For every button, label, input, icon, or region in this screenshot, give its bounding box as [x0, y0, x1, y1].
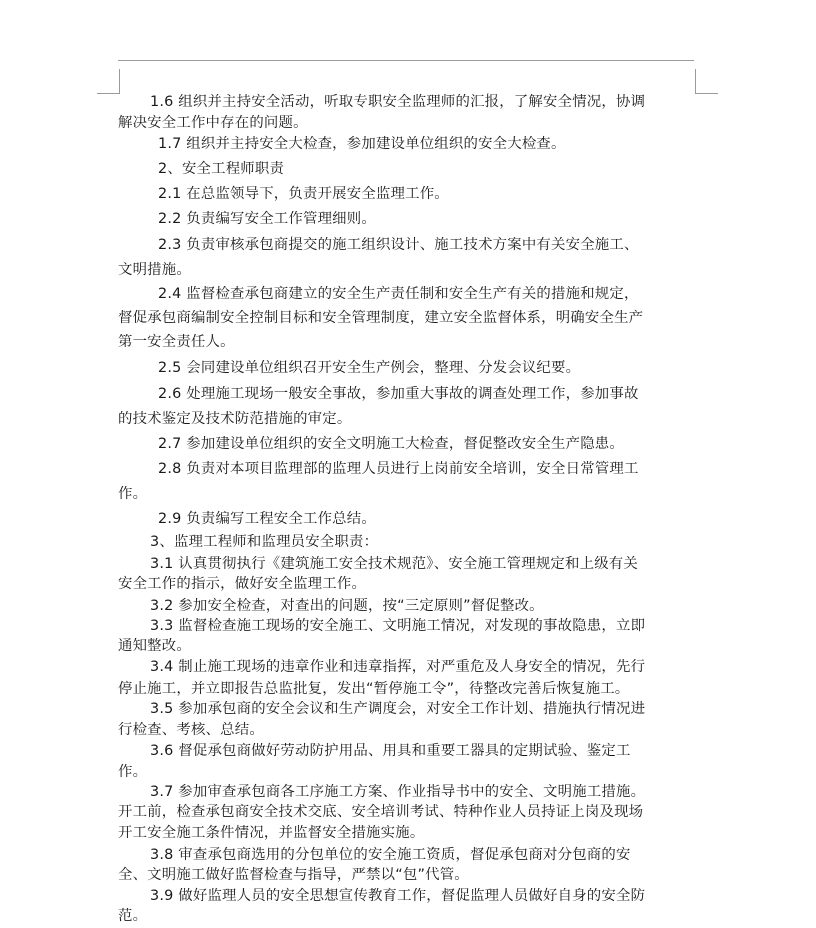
text-line: 2.3 负责审核承包商提交的施工组织设计、施工技术方案中有关安全施工、	[158, 237, 639, 253]
text-line: 第一安全责任人。	[118, 334, 235, 350]
text-line: 督促承包商编制安全控制目标和安全管理制度，建立安全监督体系，明确安全生产	[118, 310, 644, 326]
crop-mark-right	[695, 69, 718, 94]
section-heading: 3、监理工程师和监理员安全职责：	[150, 534, 379, 550]
text-line: 2.5 会同建设单位组织召开安全生产例会，整理、分发会议纪要。	[158, 360, 581, 376]
text-line: 2.6 处理施工现场一般安全事故，参加重大事故的调查处理工作，参加事故	[158, 386, 639, 402]
text-line: 范。	[118, 908, 148, 924]
crop-mark-left	[97, 69, 120, 94]
text-line: 1.7 组织并主持安全大检查，参加建设单位组织的安全大检查。	[158, 136, 566, 152]
text-line: 通知整改。	[118, 638, 191, 654]
page-top-rule	[118, 60, 694, 61]
text-line: 3.2 参加安全检查，对查出的问题，按“三定原则”督促整改。	[150, 598, 544, 614]
text-line: 3.4 制止施工现场的违章作业和违章指挥，对严重危及人身安全的情况，先行	[150, 659, 646, 675]
section-heading: 2、安全工程师职责	[158, 161, 285, 177]
text-line: 3.5 参加承包商的安全会议和生产调度会，对安全工作计划、措施执行情况进	[150, 701, 646, 717]
text-line: 3.1 认真贯彻执行《建筑施工安全技术规范》、安全施工管理规定和上级有关	[150, 556, 638, 572]
text-line: 2.7 参加建设单位组织的安全文明施工大检查，督促整改安全生产隐患。	[158, 436, 624, 452]
text-line: 3.3 监督检查施工现场的安全施工、文明施工情况，对发现的事故隐患，立即	[150, 618, 646, 634]
text-line: 行检查、考核、总结。	[118, 722, 264, 738]
text-line: 3.7 参加审查承包商各工序施工方案、作业指导书中的安全、文明施工措施。	[150, 784, 646, 800]
text-line: 作。	[118, 486, 148, 502]
text-line: 3.8 审查承包商选用的分包单位的安全施工资质，督促承包商对分包商的安	[150, 847, 631, 863]
text-line: 2.8 负责对本项目监理部的监理人员进行上岗前安全培训，安全日常管理工	[158, 461, 639, 477]
text-line: 3.6 督促承包商做好劳动防护用品、用具和重要工器具的定期试验、鉴定工	[150, 743, 631, 759]
text-line: 开工安全施工条件情况，并监督安全措施实施。	[118, 825, 425, 841]
text-line: 文明措施。	[118, 262, 191, 278]
text-line: 安全工作的指示，做好安全监理工作。	[118, 576, 367, 592]
text-line: 全、文明施工做好监督检查与指导，严禁以“包”代管。	[118, 867, 469, 883]
text-line: 1.6 组织并主持安全活动，听取专职安全监理师的汇报，了解安全情况，协调	[150, 94, 646, 110]
text-line: 2.2 负责编写安全工作管理细则。	[158, 211, 376, 227]
text-line: 2.4 监督检查承包商建立的安全生产责任制和安全生产有关的措施和规定，	[158, 286, 639, 302]
text-line: 的技术鉴定及技术防范措施的审定。	[118, 411, 352, 427]
text-line: 2.9 负责编写工程安全工作总结。	[158, 511, 376, 527]
text-line: 停止施工，并立即报告总监批复，发出“暂停施工令”，待整改完善后恢复施工。	[118, 681, 630, 697]
text-line: 开工前，检查承包商安全技术交底、安全培训考试、特种作业人员持证上岗及现场	[118, 804, 644, 820]
text-line: 3.9 做好监理人员的安全思想宣传教育工作，督促监理人员做好自身的安全防	[150, 888, 646, 904]
text-line: 解决安全工作中存在的问题。	[118, 115, 308, 131]
text-line: 作。	[118, 764, 148, 780]
text-line: 2.1 在总监领导下，负责开展安全监理工作。	[158, 186, 449, 202]
